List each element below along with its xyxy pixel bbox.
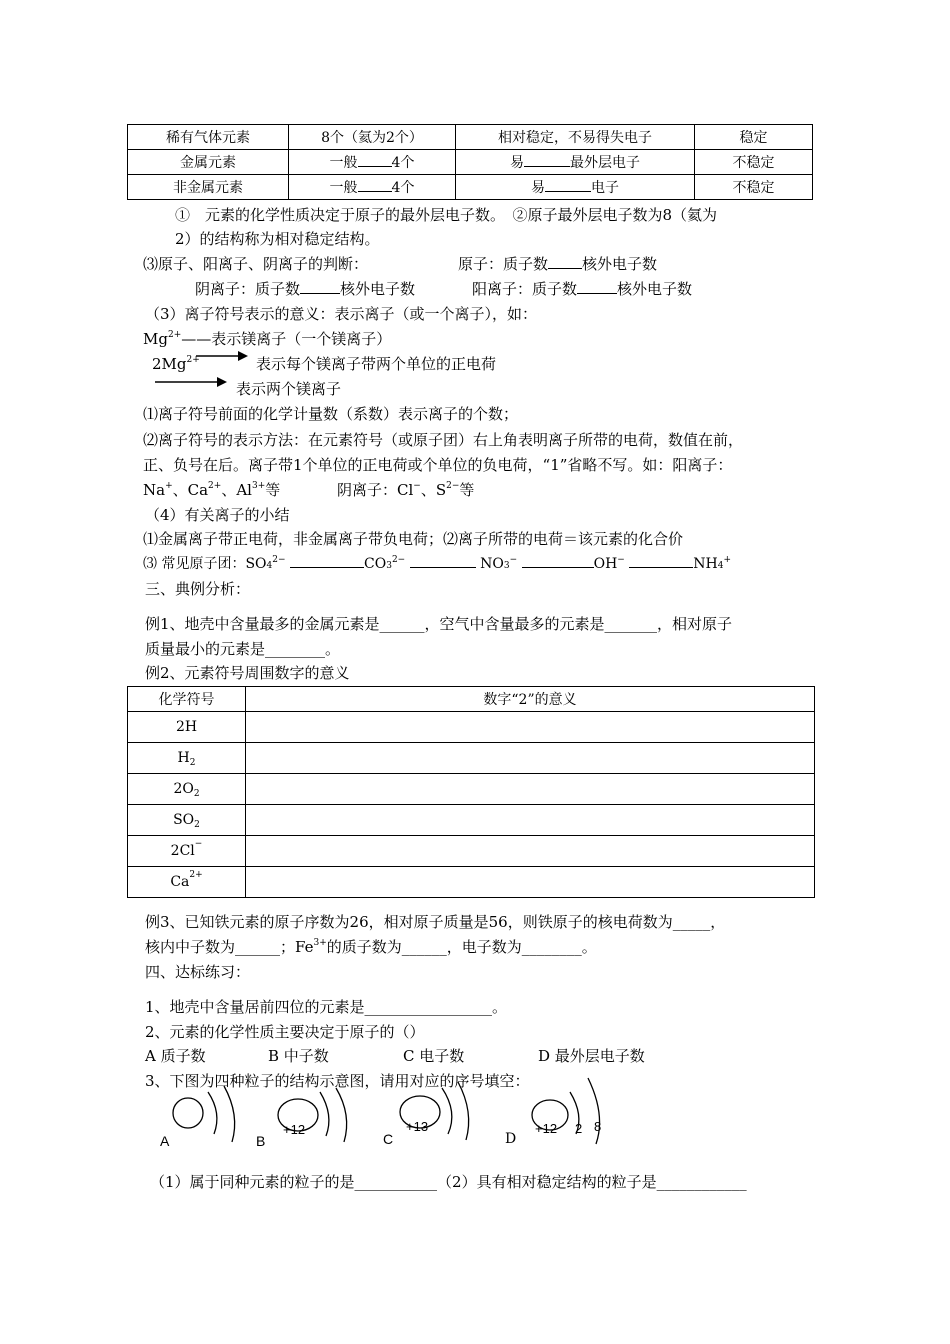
example3-a: 例3、已知铁元素的原子序数为26，相对原子质量是56，则铁原子的核电荷数为_____， — [145, 913, 726, 931]
answer-cell[interactable] — [246, 836, 815, 867]
mg2-symbol: $2Mg^{2+}$ — [152, 355, 200, 373]
table-header-row: 化学符号 数字“2”的意义 — [128, 687, 815, 712]
option-b[interactable]: B 中子数 — [268, 1047, 329, 1065]
option-a[interactable]: A 质子数 — [145, 1047, 206, 1065]
table-row: 2H — [128, 712, 815, 743]
answer-cell[interactable] — [246, 743, 815, 774]
rule-1: ⑴离子符号前面的化学计量数（系数）表示离子的个数； — [143, 405, 519, 423]
ion-meaning: （3）离子符号表示的意义：表示离子（或一个离子），如： — [145, 305, 538, 323]
diagram-label-a: A — [160, 1133, 170, 1149]
symbol-meaning-table — [127, 686, 815, 898]
anion-examples: 阴离子：Cl−、$S^{2-}$等 — [337, 481, 475, 499]
cation-rule: 阳离子：质子数 核外电子数 — [472, 280, 693, 298]
cation-examples: Na+、$Ca^{2+}$、$Al^{3+}$等 — [143, 481, 281, 499]
groups-line: ⑶ 常见原子团：$SO_4^{2-}$ $CO_3^{2-}$ $NO_3^-$ OH− $NH_4^+$ — [143, 555, 732, 572]
diagram-d-electrons-2: 8 — [594, 1119, 602, 1134]
section4-title: 四、达标练习： — [145, 963, 251, 981]
answer-cell[interactable] — [246, 867, 815, 898]
diagram-b-nucleus: +12 — [283, 1122, 306, 1137]
table-row: 金属元素 一般 4个 易 最外层电子 不稳定 — [128, 150, 813, 175]
note-1a: ① 元素的化学性质决定于原子的最外层电子数。 ②原子最外层电子数为8（氦为 — [175, 206, 718, 224]
diagram-label-b: B — [256, 1133, 266, 1149]
table-row: 2Cl− — [128, 836, 815, 867]
example1-b: 质量最小的元素是________。 — [145, 640, 341, 658]
question-3: 3、下图为四种粒子的结构示意图，请用对应的序号填空： — [145, 1072, 530, 1090]
mg3-desc: 表示两个镁离子 — [236, 380, 342, 398]
section3-title: 三、典例分析： — [145, 580, 251, 598]
table-row: $SO_2$ — [128, 805, 815, 836]
summary-1: ⑴金属离子带正电荷，非金属离子带负电荷；⑵离子所带的电荷＝该元素的化合价 — [143, 530, 684, 548]
answer-cell[interactable] — [246, 774, 815, 805]
summary-title: （4）有关离子的小结 — [145, 506, 290, 524]
arrow-1 — [196, 350, 248, 362]
example2-title: 例2、元素符号周围数字的意义 — [145, 664, 350, 682]
option-c[interactable]: C 电子数 — [403, 1047, 465, 1065]
judge-label: ⑶原子、阳离子、阴离子的判断： — [143, 255, 369, 273]
atom-rule: 原子：质子数 核外电子数 — [458, 255, 658, 273]
mg2-desc: 表示每个镁离子带两个单位的正电荷 — [256, 355, 497, 373]
question-1: 1、地壳中含量居前四位的元素是_________________。 — [145, 998, 508, 1016]
question-3-1: （1）属于同种元素的粒子的是___________（2）具有相对稳定结构的粒子是____________ — [150, 1173, 747, 1191]
rule-2b: 正、负号在后。离子带1个单位的正电荷或个单位的负电荷，“1”省略不写。如：阳离子： — [143, 456, 733, 474]
table-row: $2O_2$ — [128, 774, 815, 805]
element-type-table — [127, 124, 813, 200]
diagram-d-nucleus: +12 — [535, 1121, 558, 1136]
diagram-label-c: C — [383, 1131, 394, 1147]
answer-cell[interactable] — [246, 712, 815, 743]
question-2: 2、元素的化学性质主要决定于原子的（） — [145, 1023, 425, 1041]
example3-b: 核内中子数为______；$Fe^{3+}$的质子数为______，电子数为________。 — [145, 938, 597, 956]
example1-a: 例1、地壳中含量最多的金属元素是______，空气中含量最多的元素是_______，相对原子 — [145, 615, 733, 633]
mg-line: $Mg^{2+}——$表示镁离子（一个镁离子） — [143, 330, 392, 348]
rule-2a: ⑵离子符号的表示方法：在元素符号（或原子团）右上角表明离子所带的电荷，数值在前， — [143, 431, 744, 449]
diagram-d-electrons-1: 2 — [575, 1121, 583, 1136]
arrow-2 — [155, 376, 227, 388]
diagram-c-nucleus: +13 — [406, 1119, 429, 1134]
note-1b: 2）的结构称为相对稳定结构。 — [175, 230, 380, 248]
option-d[interactable]: D 最外层电子数 — [538, 1047, 645, 1065]
table-row: $H_2$ — [128, 743, 815, 774]
answer-cell[interactable] — [246, 805, 815, 836]
table-row: 稀有气体元素 8个（氦为2个） 相对稳定，不易得失电子 稳定 — [128, 125, 813, 150]
anion-rule: 阴离子：质子数 核外电子数 — [195, 280, 416, 298]
table-row: 非金属元素 一般 4个 易 电子 不稳定 — [128, 175, 813, 200]
diagram-label-d: D — [505, 1131, 517, 1147]
table-row: $Ca^{2+}$ — [128, 867, 815, 898]
